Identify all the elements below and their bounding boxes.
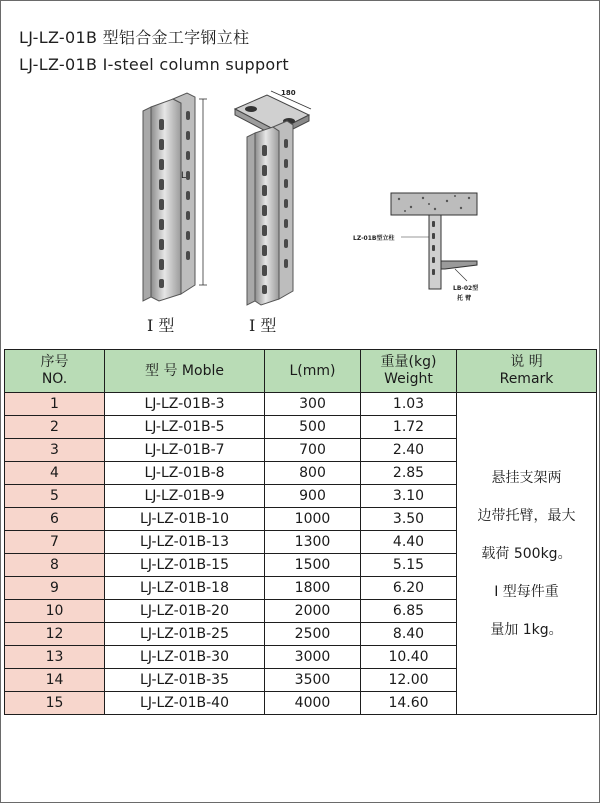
header-no: 序号 NO. — [5, 350, 105, 393]
row-weight-cell: 3.50 — [361, 508, 457, 531]
spec-table — [4, 349, 597, 715]
row-length-cell: 2000 — [265, 600, 361, 623]
row-length-cell: 3000 — [265, 646, 361, 669]
header-weight: 重量(kg) Weight — [361, 350, 457, 393]
row-model-cell: LJ-LZ-01B-7 — [105, 439, 265, 462]
row-weight-cell: 6.85 — [361, 600, 457, 623]
row-length-cell: 2500 — [265, 623, 361, 646]
row-weight-cell: 1.72 — [361, 416, 457, 439]
row-model-cell: LJ-LZ-01B-5 — [105, 416, 265, 439]
row-no-cell: 8 — [5, 554, 105, 577]
row-length-cell: 800 — [265, 462, 361, 485]
dimension-length-label: L — [181, 171, 187, 181]
remark-cell — [457, 393, 597, 715]
header-remark: 说 明 Remark — [457, 350, 597, 393]
row-no-cell: 13 — [5, 646, 105, 669]
remark-line: 载荷 500kg。 — [481, 545, 572, 562]
row-length-cell: 1800 — [265, 577, 361, 600]
row-model-cell: LJ-LZ-01B-30 — [105, 646, 265, 669]
row-weight-cell: 2.85 — [361, 462, 457, 485]
row-no-cell: 7 — [5, 531, 105, 554]
row-weight-cell: 5.15 — [361, 554, 457, 577]
product-header — [1, 1, 599, 349]
type-label-first: I 型 — [147, 316, 175, 335]
row-no-cell: 10 — [5, 600, 105, 623]
row-length-cell: 3500 — [265, 669, 361, 692]
row-no-cell: 5 — [5, 485, 105, 508]
row-no-cell: 6 — [5, 508, 105, 531]
dimension-width-label: 180 — [281, 89, 296, 97]
remark-line: I 型每件重 — [494, 583, 559, 600]
row-length-cell: 4000 — [265, 692, 361, 715]
column-figure-plain — [129, 89, 209, 309]
row-no-cell: 2 — [5, 416, 105, 439]
row-no-cell: 12 — [5, 623, 105, 646]
row-no-cell: 4 — [5, 462, 105, 485]
row-model-cell: LJ-LZ-01B-8 — [105, 462, 265, 485]
row-weight-cell: 1.03 — [361, 393, 457, 416]
row-length-cell: 700 — [265, 439, 361, 462]
row-model-cell: LJ-LZ-01B-3 — [105, 393, 265, 416]
row-length-cell: 1300 — [265, 531, 361, 554]
row-model-cell: LJ-LZ-01B-35 — [105, 669, 265, 692]
remark-line: 悬挂支架两 — [491, 469, 562, 486]
row-no-cell: 15 — [5, 692, 105, 715]
row-length-cell: 500 — [265, 416, 361, 439]
row-model-cell: LJ-LZ-01B-15 — [105, 554, 265, 577]
row-weight-cell: 10.40 — [361, 646, 457, 669]
remark-line: 量加 1kg。 — [490, 621, 563, 638]
row-no-cell: 9 — [5, 577, 105, 600]
title-english: LJ-LZ-01B I-steel column support — [19, 55, 289, 74]
row-model-cell: LJ-LZ-01B-25 — [105, 623, 265, 646]
table-row — [5, 393, 597, 416]
row-length-cell: 900 — [265, 485, 361, 508]
row-weight-cell: 3.10 — [361, 485, 457, 508]
header-model: 型 号 Moble — [105, 350, 265, 393]
row-no-cell: 3 — [5, 439, 105, 462]
row-weight-cell: 2.40 — [361, 439, 457, 462]
row-no-cell: 14 — [5, 669, 105, 692]
remark-line: 边带托臂，最大 — [477, 507, 576, 524]
callout-bracket-sub: 托 臂 — [457, 295, 472, 302]
row-weight-cell: 6.20 — [361, 577, 457, 600]
header-length: L(mm) — [265, 350, 361, 393]
row-length-cell: 1500 — [265, 554, 361, 577]
row-weight-cell: 8.40 — [361, 623, 457, 646]
type-label-second: I 型 — [249, 316, 277, 335]
row-model-cell: LJ-LZ-01B-13 — [105, 531, 265, 554]
row-model-cell: LJ-LZ-01B-18 — [105, 577, 265, 600]
row-length-cell: 300 — [265, 393, 361, 416]
row-model-cell: LJ-LZ-01B-40 — [105, 692, 265, 715]
row-length-cell: 1000 — [265, 508, 361, 531]
column-figure-with-plate — [227, 87, 327, 309]
row-weight-cell: 14.60 — [361, 692, 457, 715]
row-model-cell: LJ-LZ-01B-9 — [105, 485, 265, 508]
row-no-cell: 1 — [5, 393, 105, 416]
row-model-cell: LJ-LZ-01B-10 — [105, 508, 265, 531]
row-model-cell: LJ-LZ-01B-20 — [105, 600, 265, 623]
row-weight-cell: 12.00 — [361, 669, 457, 692]
callout-column: LZ-01B型立柱 — [353, 235, 395, 242]
row-weight-cell: 4.40 — [361, 531, 457, 554]
callout-bracket: LB-02型 — [453, 285, 479, 292]
title-chinese: LJ-LZ-01B 型铝合金工字钢立柱 — [19, 28, 250, 47]
table-header-row — [5, 350, 597, 393]
